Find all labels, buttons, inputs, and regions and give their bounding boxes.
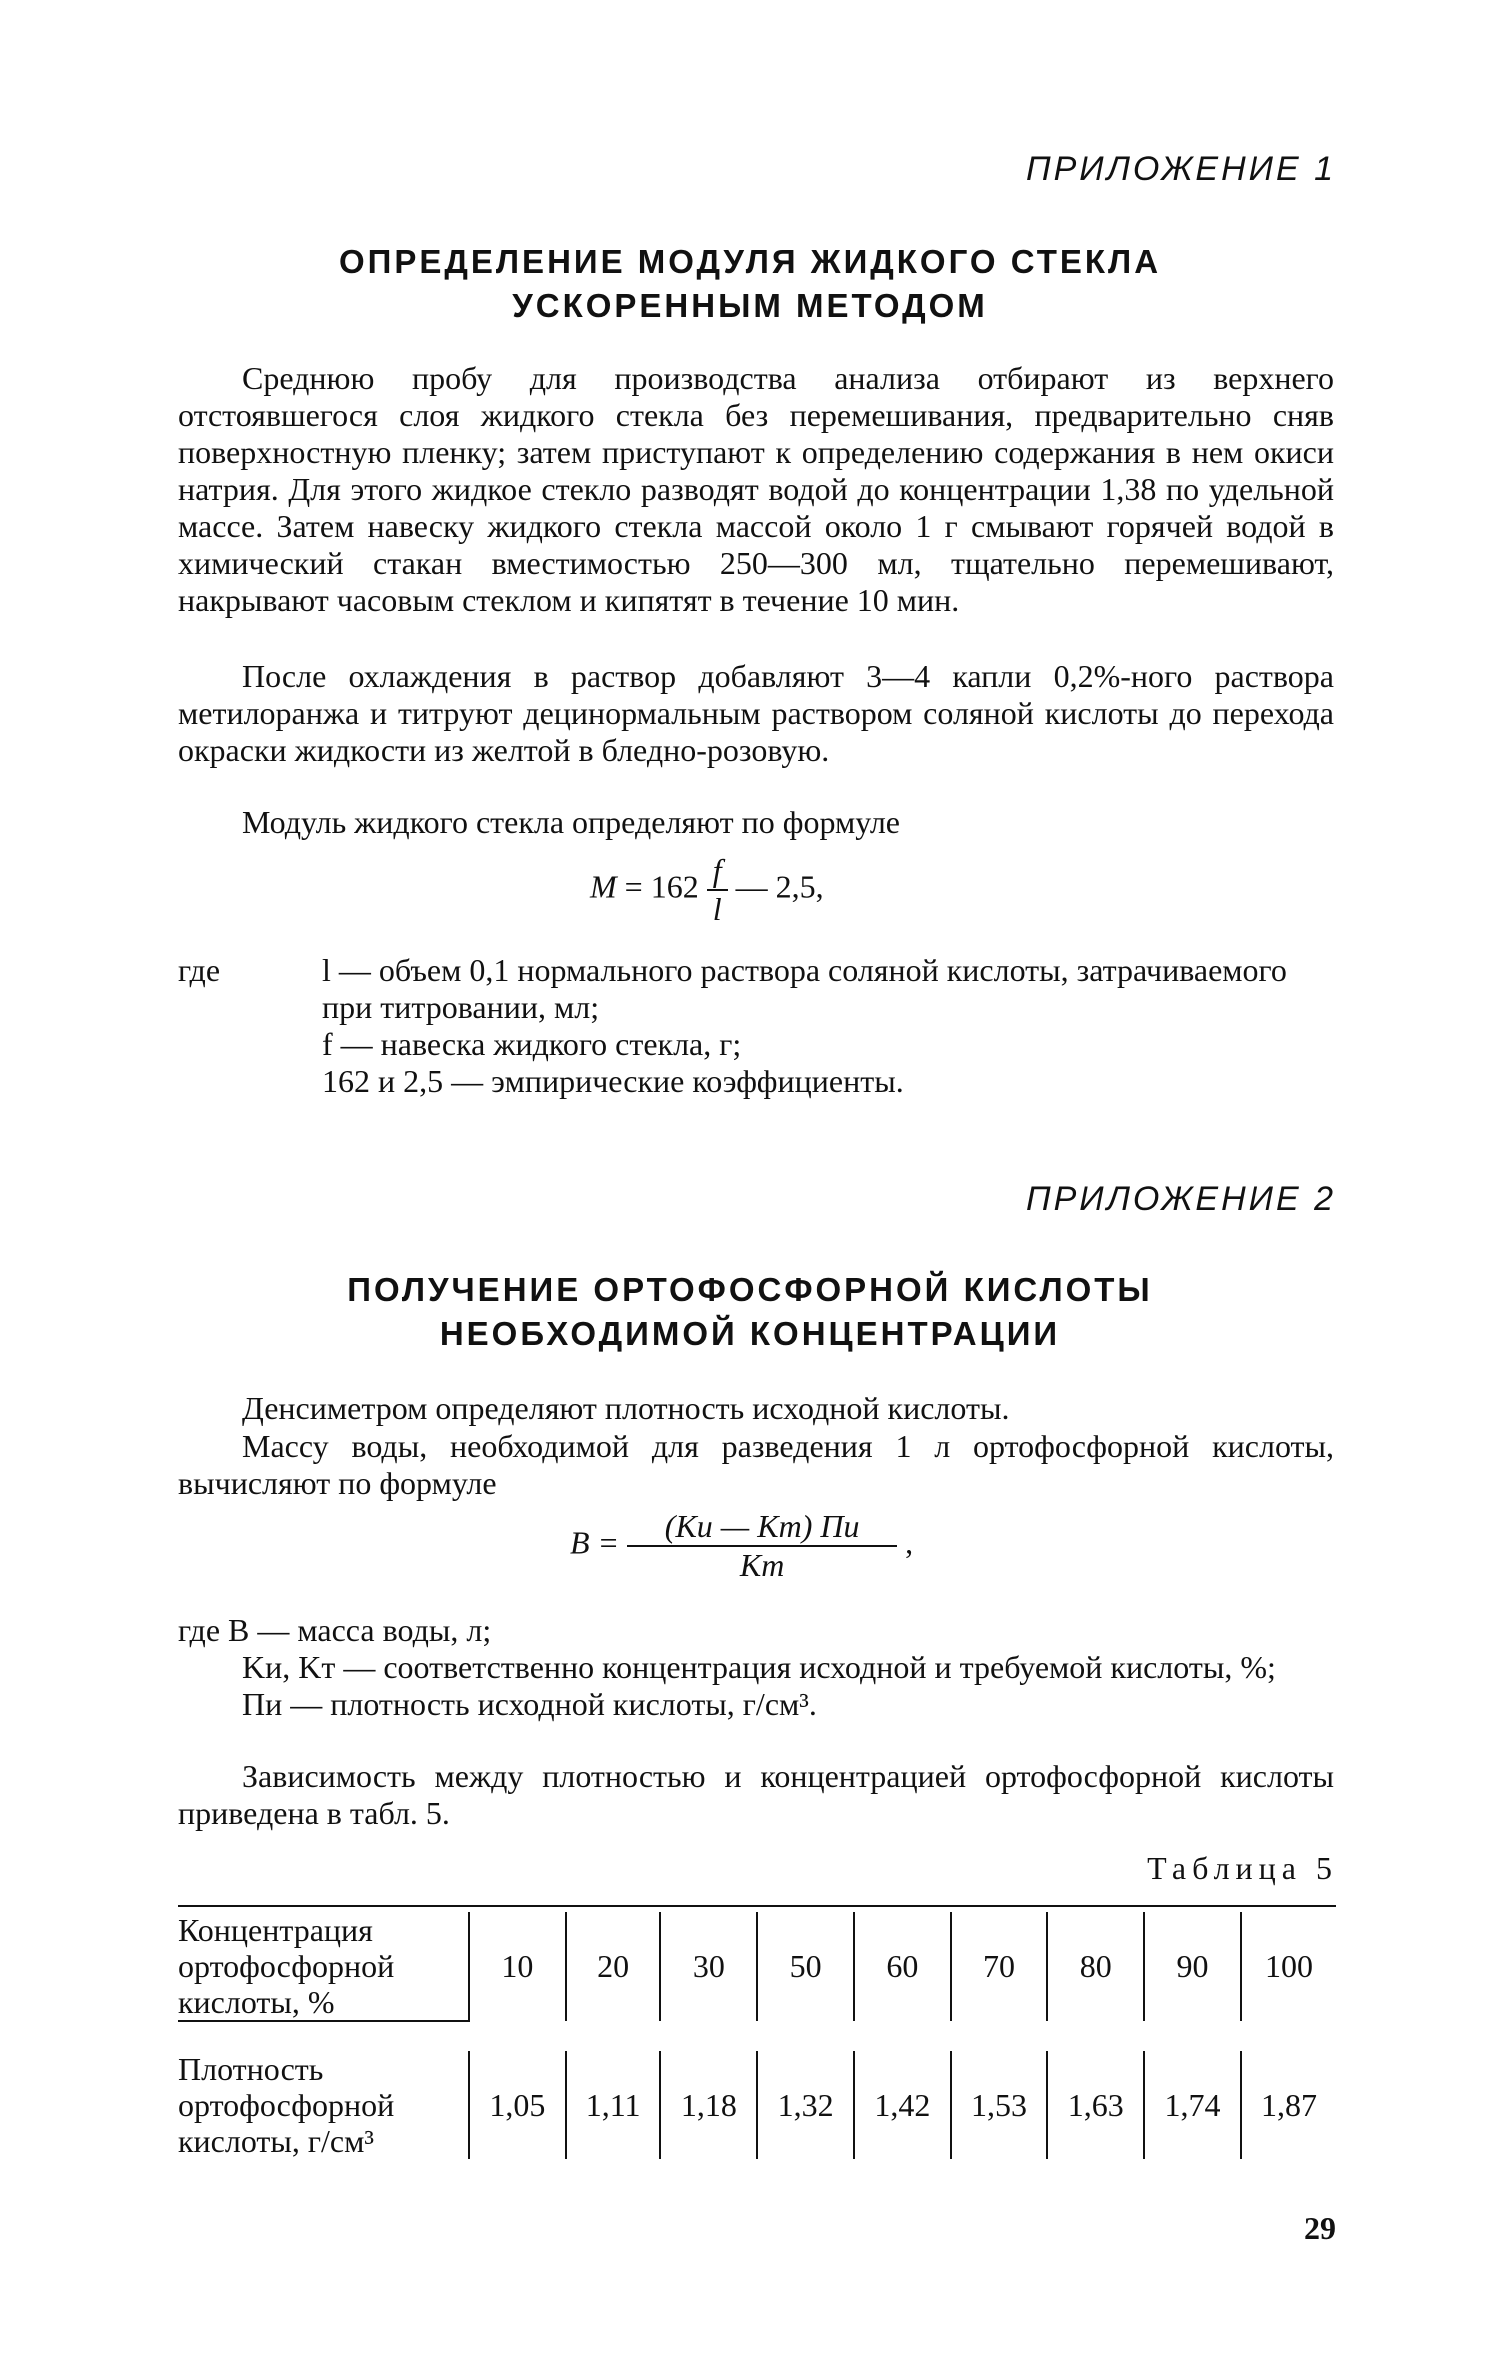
- definition-coefficients: 162 и 2,5 — эмпирические коэффициенты.: [322, 1063, 904, 1099]
- table-cell: 1,05: [469, 2051, 566, 2159]
- table-spacer-row: [178, 2021, 1336, 2051]
- water-mass-formula: [570, 1508, 913, 1584]
- appendix-2-title-line-2: НЕОБХОДИМОЙ КОНЦЕНТРАЦИИ: [439, 1315, 1061, 1352]
- formula-lhs: M: [590, 868, 617, 905]
- definition-p: Пи — плотность исходной кислоты, г/см³.: [242, 1686, 817, 1722]
- formula-fraction: [707, 852, 728, 928]
- table-cell: 20: [566, 1912, 661, 2021]
- formula-numerator: f: [707, 852, 728, 891]
- appendix-2-paragraph-3: Зависимость между плотностью и концентрацией ортофосфорной кислоты приведена в табл. 5.: [178, 1758, 1334, 1831]
- appendix-2-title-line-1: ПОЛУЧЕНИЕ ОРТОФОСФОРНОЙ КИСЛОТЫ: [347, 1271, 1153, 1308]
- table-cell: 60: [854, 1912, 951, 2021]
- table-cell: 1,63: [1047, 2051, 1144, 2159]
- formula-2-lhs: B =: [570, 1524, 620, 1561]
- definition-b: где B — масса воды, л;: [178, 1612, 492, 1648]
- formula-coefficient: = 162: [624, 868, 699, 905]
- appendix-2-title: [160, 1268, 1340, 1356]
- formula-2-tail: ,: [905, 1524, 914, 1561]
- appendix-1-title-line-1: ОПРЕДЕЛЕНИЕ МОДУЛЯ ЖИДКОГО СТЕКЛА: [338, 243, 1162, 280]
- definition-l: l — объем 0,1 нормального раствора соляной кислоты, затрачиваемого при титровании, мл;: [322, 952, 1287, 1025]
- page-number: 29: [1304, 2210, 1336, 2246]
- appendix-1-paragraph-2: После охлаждения в раствор добавляют 3—4 капли 0,2%-ного раствора метилоранжа и титруют децинормальным раствором соляной кислоты до перехода окраски жидкости из желтой в бледно-розовую.: [178, 658, 1334, 768]
- definition-k: Kи, Kт — соответственно концентрация исходной и требуемой кислоты, %;: [242, 1649, 1276, 1685]
- appendix-1-paragraph-3: Модуль жидкого стекла определяют по формуле: [242, 804, 900, 840]
- density-table: [178, 1912, 1336, 2159]
- table-row-header: Плотность ортофосфорной кислоты, г/см³: [178, 2051, 395, 2159]
- table-cell: 1,87: [1241, 2051, 1336, 2159]
- table-cell: 80: [1047, 1912, 1144, 2021]
- table-cell: 50: [757, 1912, 854, 2021]
- table-cell: 1,32: [757, 2051, 854, 2159]
- appendix-2-paragraph-2: Массу воды, необходимой для разведения 1 л ортофосфорной кислоты, вычисляют по формуле: [178, 1428, 1334, 1501]
- table-cell: 70: [951, 1912, 1048, 2021]
- table-cell: 30: [660, 1912, 757, 2021]
- appendix-1-paragraph-1: Среднюю пробу для производства анализа отбирают из верхнего отстоявшегося слоя жидкого стекла без перемешивания, предварительно сняв поверхностную пленку; затем приступают к определению содержания в нем окиси натрия. Для этого жидкое стекло разводят водой до концентрации 1,38 по удельной массе. Затем навеску жидкого стекла массой около 1 г смывают горячей водой в химический стакан вместимостью 250—300 мл, тщательно перемешивают, накрывают часовым стеклом и кипятят в течение 10 мин.: [178, 360, 1334, 618]
- modulus-formula: [590, 852, 824, 928]
- formula-2-fraction: [627, 1508, 897, 1584]
- appendix-2-paragraph-1: Денсиметром определяют плотность исходной кислоты.: [242, 1390, 1010, 1426]
- table-cell: 10: [469, 1912, 566, 2021]
- table-cell: 1,53: [951, 2051, 1048, 2159]
- appendix-1-definitions: [322, 952, 1336, 1100]
- table-cell: 1,74: [1144, 2051, 1241, 2159]
- formula-denominator: l: [712, 891, 722, 927]
- definition-f: f — навеска жидкого стекла, г;: [322, 1026, 742, 1062]
- table-caption: Таблица 5: [1147, 1850, 1338, 1886]
- appendix-2-label: ПРИЛОЖЕНИЕ 2: [1025, 1180, 1336, 1218]
- table-row: [178, 1912, 1336, 2021]
- table-cell: 90: [1144, 1912, 1241, 2021]
- table-cell: 1,18: [660, 2051, 757, 2159]
- appendix-1-label: ПРИЛОЖЕНИЕ 1: [1025, 150, 1336, 188]
- formula-tail: — 2,5,: [735, 868, 824, 905]
- table-top-rule: [178, 1905, 1336, 1907]
- table-row: [178, 2051, 1336, 2159]
- table-cell: 1,11: [566, 2051, 661, 2159]
- table-row-header: Концентрация ортофосфорной кислоты, %: [178, 1912, 469, 2021]
- appendix-1-title-line-2: УСКОРЕННЫМ МЕТОДОМ: [512, 287, 988, 324]
- where-label: где: [178, 952, 221, 988]
- table-cell: 100: [1241, 1912, 1336, 2021]
- table-cell: 1,42: [854, 2051, 951, 2159]
- appendix-2-definitions: [178, 1612, 1336, 1723]
- formula-2-numerator: (Kи — Kт) Пи: [627, 1508, 897, 1547]
- formula-2-denominator: Kт: [739, 1547, 785, 1583]
- appendix-1-title: [160, 240, 1340, 328]
